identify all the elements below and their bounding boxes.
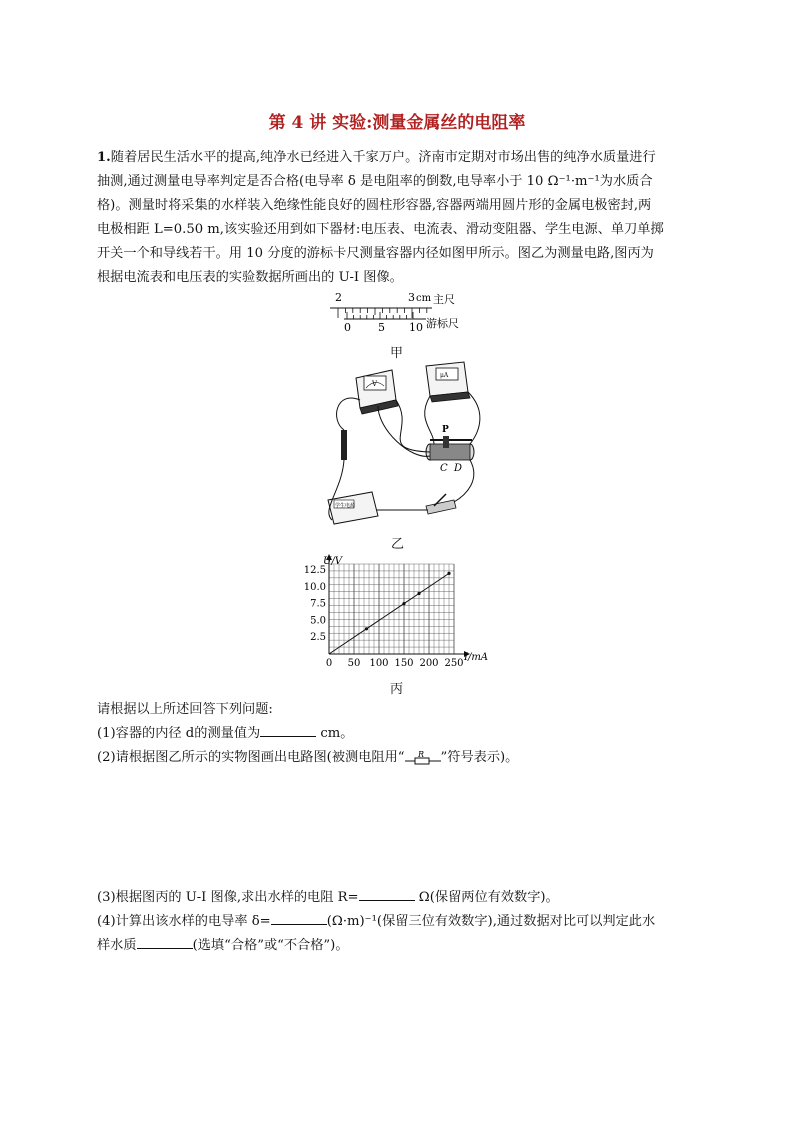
q3-text: (3)根据图丙的 U-I 图像,求出水样的电阻 R= (97, 890, 359, 905)
q4-answer-blank-2[interactable] (137, 934, 193, 949)
vernier-tick-label-0: 0 (344, 321, 351, 334)
intro-line-1 (97, 146, 697, 170)
q4-text: (4)计算出该水样的电导率 δ= (97, 914, 271, 929)
y-tick-label: 5.0 (310, 615, 326, 627)
q3-answer-blank[interactable] (359, 886, 415, 901)
vernier-scale-name: 游标尺 (426, 317, 459, 330)
y-tick-label: 12.5 (303, 565, 326, 576)
power-supply (328, 492, 378, 524)
q1-unit: cm。 (316, 726, 354, 741)
rheostat (426, 425, 474, 474)
x-tick-label: 100 (369, 658, 389, 669)
data-point (402, 602, 405, 605)
y-tick-label: 2.5 (310, 632, 326, 644)
caliper-figure (320, 286, 500, 346)
terminal-d-label: D (454, 463, 463, 474)
main-scale-name: 主尺 (433, 293, 455, 306)
slider-label: P (442, 425, 449, 435)
q4-text-line2: 样水质 (97, 938, 137, 953)
intro-line-5: 开关一个和导线若干。用 10 分度的游标卡尺测量容器内径如图甲所示。图乙为测量电路,图丙为 (97, 246, 654, 261)
intro-line-3: 格)。测量时将采集的水样装入绝缘性能良好的圆柱形容器,容器两端用圆片形的金属电极密封,两 (97, 198, 652, 213)
question-1-intro (97, 146, 697, 290)
ammeter-label: μA (440, 372, 449, 379)
x-tick-label: 50 (347, 658, 361, 669)
y-tick-label: 10.0 (303, 581, 326, 593)
main-unit: cm (416, 293, 432, 304)
x-tick-label: 250 (444, 658, 464, 669)
q4-answer-blank-1[interactable] (271, 910, 327, 925)
voltmeter (356, 370, 398, 414)
question-number: 1. (97, 150, 111, 165)
intro-text-1: 随着居民生活水平的提高,纯净水已经进入千家万户。济南市定期对市场出售的纯净水质量进行 (110, 150, 656, 165)
sample-container (341, 430, 347, 460)
x-tick-label: 0 (325, 658, 333, 669)
main-scale (330, 308, 432, 318)
caption-jia: 甲 (390, 346, 404, 361)
caption-yi: 乙 (391, 537, 405, 552)
chart-series (329, 572, 451, 654)
resistor-symbol-label: R (417, 749, 424, 759)
y-tick-label: 7.5 (310, 598, 326, 610)
question-4 (97, 910, 697, 934)
question-3 (97, 886, 697, 910)
main-tick-label-3: 3 (408, 291, 415, 304)
vernier-tick-label-5: 5 (378, 321, 385, 334)
q1-text: (1)容器的内径 d的测量值为 (97, 726, 261, 741)
questions-lead: 请根据以上所述回答下列问题: (97, 702, 273, 717)
vernier-tick-label-10: 10 (409, 321, 423, 334)
q4-text-mid: (Ω·m)⁻¹(保留三位有效数字),通过数据对比可以判定此水 (326, 914, 656, 929)
data-point (417, 592, 420, 595)
questions (97, 698, 697, 770)
intro-line-4: 电极相距 L=0.50 m,该实验还用到如下器材:电压表、电流表、滑动变阻器、学生电源、单刀单掷 (97, 222, 664, 237)
questions-continued (97, 886, 697, 958)
switch (426, 494, 456, 514)
y-axis-label: U/V (323, 556, 343, 567)
resistor-symbol-icon (405, 750, 441, 766)
data-point (447, 572, 450, 575)
x-axis-label: I/mA (464, 652, 489, 663)
ui-chart (296, 550, 526, 680)
intro-line-2: 抽测,通过测量电导率判定是否合格(电导率 δ 是电阻率的倒数,电导率小于 10 Ω⁻¹·m⁻¹为水质合 (97, 174, 653, 189)
question-2 (97, 746, 697, 770)
intro-line-6: 根据电流表和电压表的实验数据所画出的 U-I 图像。 (97, 270, 403, 285)
x-tick-label: 150 (394, 658, 414, 669)
circuit-figure (316, 360, 496, 532)
voltmeter-label: V (372, 380, 378, 388)
vernier-scale (344, 312, 426, 319)
x-tick-label: 200 (419, 658, 439, 669)
data-point (365, 627, 368, 630)
ammeter (426, 362, 470, 402)
page-title: 第 4 讲 实验:测量金属丝的电阻率 (268, 113, 526, 133)
q1-answer-blank[interactable] (260, 722, 316, 737)
caption-bing: 丙 (390, 682, 404, 697)
question-1 (97, 722, 697, 746)
q2-text: (2)请根据图乙所示的实物图画出电路图(被测电阻用“ (97, 750, 405, 765)
chart-grid (329, 564, 454, 654)
power-supply-label: 学生电源 (335, 503, 356, 509)
q4-text-end: (选填“合格”或“不合格”)。 (192, 938, 349, 953)
question-4-line-2 (97, 934, 697, 958)
terminal-c-label: C (440, 463, 448, 474)
q3-text-end: Ω(保留两位有效数字)。 (414, 890, 559, 905)
main-tick-label-2: 2 (335, 291, 342, 304)
q2-text-end: ”符号表示)。 (440, 750, 519, 765)
